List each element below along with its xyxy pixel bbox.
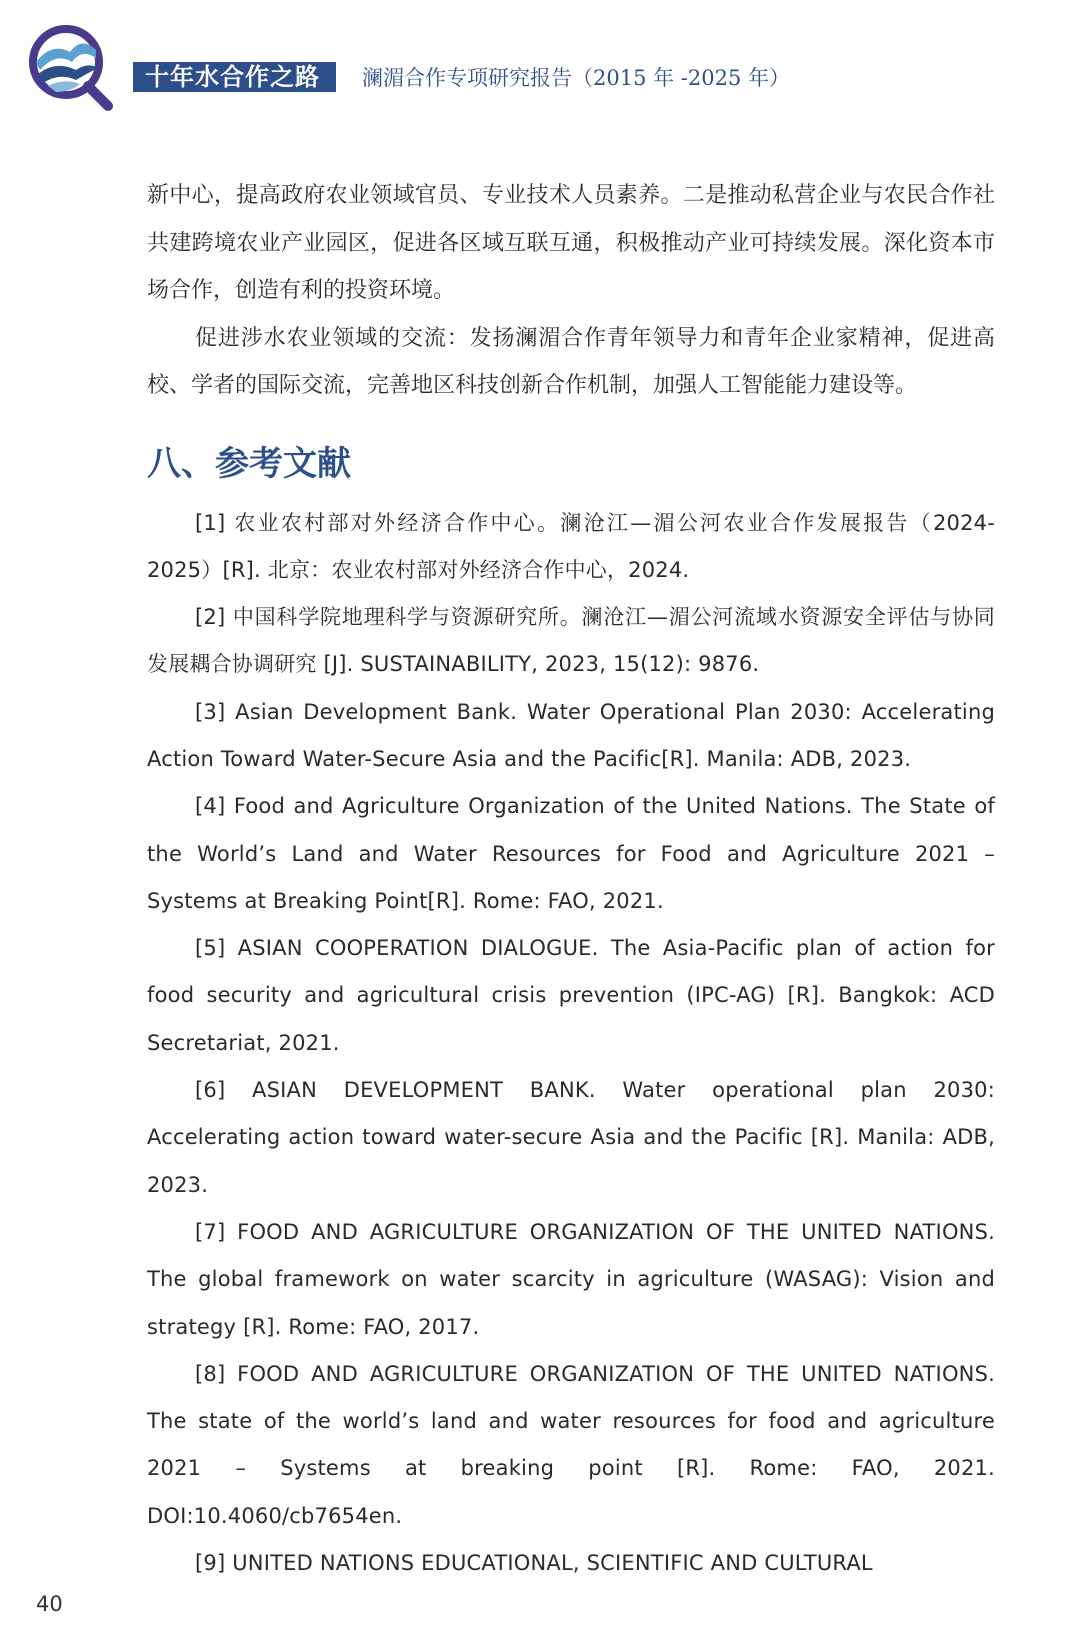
- body-paragraph: 促进涉水农业领域的交流：发扬澜湄合作青年领导力和青年企业家精神，促进高校、学者的国际交流，完善地区科技创新合作机制，加强人工智能能力建设等。: [147, 325, 995, 398]
- reference-item: [6] ASIAN DEVELOPMENT BANK. Water operational plan 2030: Accelerating action toward water-secure Asia and the Pacific [R]. Manila: ADB, 2023.: [147, 1078, 995, 1197]
- series-title-band: 十年水合作之路: [133, 62, 336, 92]
- reference-item: [8] FOOD AND AGRICULTURE ORGANIZATION OF THE UNITED NATIONS. The state of the world’s land and water resources for food and agriculture 2021 – Systems at breaking point [R]. Rome: FAO, 2021. DOI:10.4060/cb7654en.: [147, 1361, 995, 1528]
- reference-item: [2] 中国科学院地理科学与资源研究所。澜沧江—湄公河流域水资源安全评估与协同发展耦合协调研究 [J]. SUSTAINABILITY, 2023, 15(12): 9876.: [147, 605, 995, 677]
- section-title-references: 八、参考文献: [147, 443, 351, 484]
- page-number: 40: [36, 1592, 63, 1616]
- report-logo-icon: [26, 22, 116, 114]
- reference-item: [3] Asian Development Bank. Water Operational Plan 2030: Accelerating Action Toward Water-Secure Asia and the Pacific[R]. Manila: ADB, 2023.: [147, 699, 995, 771]
- reference-item: [7] FOOD AND AGRICULTURE ORGANIZATION OF THE UNITED NATIONS. The global framework on water scarcity in agriculture (WASAG): Vision and strategy [R]. Rome: FAO, 2017.: [147, 1219, 995, 1339]
- report-title: 澜湄合作专项研究报告（2015 年 -2025 年）: [362, 66, 791, 90]
- reference-list: [147, 500, 995, 1588]
- reference-item: [1] 农业农村部对外经济合作中心。澜沧江—湄公河农业合作发展报告（2024-2025）[R]. 北京：农业农村部对外经济合作中心，2024.: [147, 510, 995, 582]
- reference-item: [5] ASIAN COOPERATION DIALOGUE. The Asia-Pacific plan of action for food security and agricultural crisis prevention (IPC-AG) [R]. Bangkok: ACD Secretariat, 2021.: [147, 936, 995, 1055]
- reference-item: [9] UNITED NATIONS EDUCATIONAL, SCIENTIFIC AND CULTURAL: [195, 1551, 873, 1576]
- page-header: [0, 0, 1080, 120]
- reference-item: [4] Food and Agriculture Organization of the United Nations. The State of the World’s Land and Water Resources for Food and Agriculture 2021 – Systems at Breaking Point[R]. Rome: FAO, 2021.: [147, 794, 995, 913]
- body-paragraph: 新中心，提高政府农业领域官员、专业技术人员素养。二是推动私营企业与农民合作社共建跨境农业产业园区，促进各区域互联互通，积极推动产业可持续发展。深化资本市场合作，创造有利的投资环境。: [147, 183, 995, 303]
- page-content: [147, 172, 995, 1587]
